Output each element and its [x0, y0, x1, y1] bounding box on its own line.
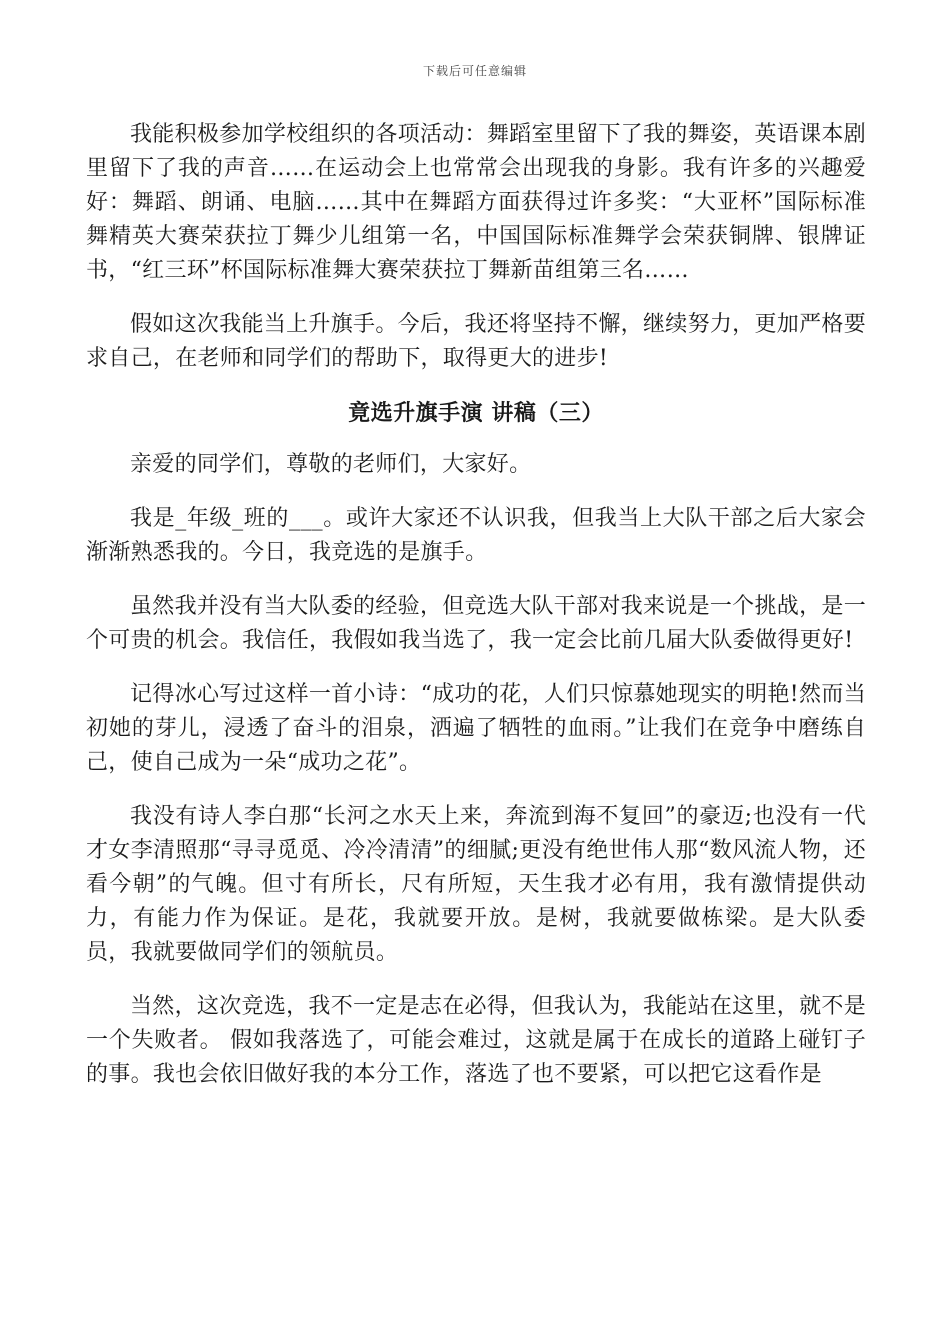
paragraph-ambition: 我没有诗人李白那“长河之水天上来，奔流到海不复回”的豪迈;也没有一代才女李清照那“寻寻觅觅、冷冷清清”的细腻;更没有绝世伟人那“数风流人物，还看今朝”的气魄。但寸有所长，尺有所短，天生我才必有用，我有激情提供动力，有能力作为保证。是花，我就要开放。是树，我就要做栋梁。是大队委员，我就要做同学们的领航员。	[86, 804, 866, 965]
paragraph-introduction: 我是_年级_班的___。或许大家还不认识我，但我当上大队干部之后大家会渐渐熟悉我的。今日，我竞选的是旗手。	[86, 506, 866, 565]
paragraph-poem: 记得冰心写过这样一首小诗：“成功的花，人们只惊慕她现实的明艳!然而当初她的芽儿，浸透了奋斗的泪泉，洒遍了牺牲的血雨。”让我们在竞争中磨练自己，使自己成为一朵“成功之花”。	[86, 682, 866, 775]
page-header-note: 下载后可任意编辑	[422, 64, 527, 78]
section-title: 竟选升旗手演 讲稿（三）	[348, 400, 604, 426]
paragraph-promise: 假如这次我能当上升旗手。今后，我还将坚持不懈，继续努力，更加严格要求自己，在老师和同学们的帮助下，取得更大的进步!	[86, 312, 866, 371]
paragraph-greeting: 亲爱的同学们，尊敬的老师们，大家好。	[130, 452, 532, 477]
document-body	[86, 118, 866, 1112]
paragraph-activities: 我能积极参加学校组织的各项活动：舞蹈室里留下了我的舞姿，英语课本剧里留下了我的声音……在运动会上也常常会出现我的身影。我有许多的兴趣爱好：舞蹈、朗诵、电脑……其中在舞蹈方面获得过许多奖：“大亚杯”国际标准舞精英大赛荣获拉丁舞少儿组第一名，中国国际标准舞学会荣获铜牌、银牌证书，“红三环”杯国际标准舞大赛荣获拉丁舞新苗组第三名……	[86, 122, 866, 283]
paragraph-outcome: 当然，这次竞选，我不一定是志在必得，但我认为，我能站在这里，就不是一个失败者。 假如我落选了，可能会难过，这就是属于在成长的道路上碰钉子的事。我也会依旧做好我的本分工作，落选了也不要紧，可以把它这看作是	[86, 994, 866, 1087]
paragraph-experience: 虽然我并没有当大队委的经验，但竞选大队干部对我来说是一个挑战，是一个可贵的机会。我信任，我假如我当选了，我一定会比前几届大队委做得更好!	[86, 594, 866, 653]
